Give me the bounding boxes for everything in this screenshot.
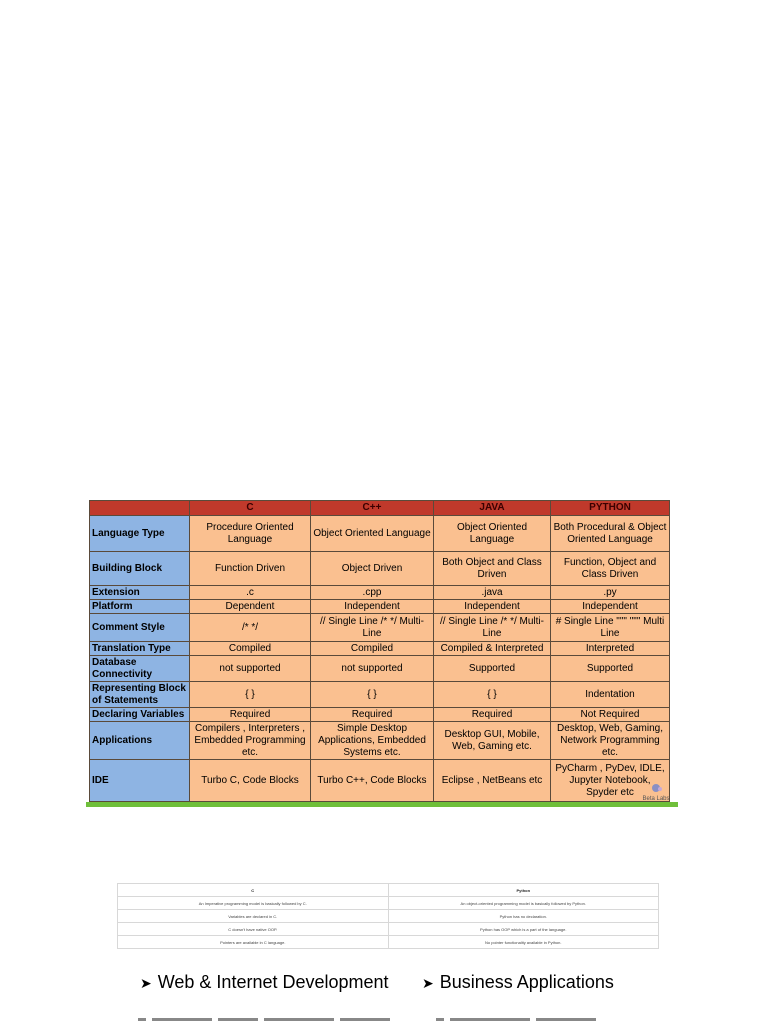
- header-cpp: C++: [311, 501, 434, 516]
- table-cell: Function, Object and Class Driven: [551, 552, 670, 586]
- small-table-row: [118, 923, 659, 936]
- table-cell: Compiled: [190, 642, 311, 656]
- small-header-c: C: [118, 884, 389, 897]
- small-header-python: Python: [388, 884, 659, 897]
- row-label: Translation Type: [90, 642, 190, 656]
- table-cell: Eclipse , NetBeans etc: [434, 760, 551, 802]
- table-cell: { }: [190, 682, 311, 708]
- table-header-row: [90, 501, 670, 516]
- small-cell-c: C doesn't have native OOP.: [118, 923, 389, 936]
- table-cell: Turbo C++, Code Blocks: [311, 760, 434, 802]
- table-cell: // Single Line /* */ Multi-Line: [434, 614, 551, 642]
- table-row: [90, 656, 670, 682]
- table-cell: Object Oriented Language: [434, 516, 551, 552]
- cut-off-text-line: [138, 1018, 658, 1024]
- small-cell-c: Pointers are available in C language.: [118, 936, 389, 949]
- small-cell-python: Python has OOP which is a part of the language.: [388, 923, 659, 936]
- table-cell: .cpp: [311, 586, 434, 600]
- table-cell: Function Driven: [190, 552, 311, 586]
- watermark-text: Beta Labs: [642, 796, 670, 802]
- table-cell: Indentation: [551, 682, 670, 708]
- table-cell: Object Oriented Language: [311, 516, 434, 552]
- arrow-bullet-icon: ➤: [422, 975, 434, 991]
- logo-icon: [646, 783, 666, 793]
- table-cell: Simple Desktop Applications, Embedded Systems etc.: [311, 722, 434, 760]
- small-cell-c: Variables are declared in C.: [118, 910, 389, 923]
- table-row: [90, 682, 670, 708]
- table-cell: { }: [434, 682, 551, 708]
- table-row: [90, 722, 670, 760]
- table-cell: Compilers , Interpreters , Embedded Programming etc.: [190, 722, 311, 760]
- table-cell: Procedure Oriented Language: [190, 516, 311, 552]
- table-cell: .py: [551, 586, 670, 600]
- row-label: Applications: [90, 722, 190, 760]
- table-cell: not supported: [190, 656, 311, 682]
- table-cell: /* */: [190, 614, 311, 642]
- table-row: [90, 614, 670, 642]
- arrow-bullet-icon: ➤: [140, 975, 152, 991]
- table-cell: Required: [311, 708, 434, 722]
- header-corner: [90, 501, 190, 516]
- bullet-item: [140, 972, 389, 993]
- table-cell: Independent: [311, 600, 434, 614]
- table-cell: Required: [434, 708, 551, 722]
- row-label: IDE: [90, 760, 190, 802]
- table-cell: Dependent: [190, 600, 311, 614]
- row-label: Declaring Variables: [90, 708, 190, 722]
- row-label: Comment Style: [90, 614, 190, 642]
- language-comparison-table: [89, 500, 670, 802]
- table-cell: not supported: [311, 656, 434, 682]
- green-divider-bar: [86, 802, 678, 807]
- bullet-text: Business Applications: [439, 972, 614, 992]
- table-cell: Supported: [434, 656, 551, 682]
- small-table-row: [118, 936, 659, 949]
- small-table-header-row: [118, 884, 659, 897]
- row-label: Language Type: [90, 516, 190, 552]
- table-row: [90, 708, 670, 722]
- table-cell: Compiled & Interpreted: [434, 642, 551, 656]
- table-cell: Interpreted: [551, 642, 670, 656]
- small-cell-python: No pointer functionality available in Python.: [388, 936, 659, 949]
- comparison-table-image: [89, 500, 678, 807]
- table-cell: Object Driven: [311, 552, 434, 586]
- table-cell: Not Required: [551, 708, 670, 722]
- header-python: PYTHON: [551, 501, 670, 516]
- row-label: Platform: [90, 600, 190, 614]
- table-row: [90, 760, 670, 802]
- table-row: [90, 600, 670, 614]
- header-c: C: [190, 501, 311, 516]
- table-cell: Required: [190, 708, 311, 722]
- table-cell: Both Procedural & Object Oriented Language: [551, 516, 670, 552]
- row-label: Extension: [90, 586, 190, 600]
- table-row: [90, 516, 670, 552]
- row-label: Building Block: [90, 552, 190, 586]
- bullet-text: Web & Internet Development: [157, 972, 389, 992]
- table-row: [90, 586, 670, 600]
- table-cell: Independent: [551, 600, 670, 614]
- c-vs-python-table: [117, 883, 659, 949]
- small-table-row: [118, 897, 659, 910]
- table-cell: Independent: [434, 600, 551, 614]
- table-cell: { }: [311, 682, 434, 708]
- table-cell: Both Object and Class Driven: [434, 552, 551, 586]
- table-row: [90, 642, 670, 656]
- table-cell: .c: [190, 586, 311, 600]
- table-cell: Desktop, Web, Gaming, Network Programming etc.: [551, 722, 670, 760]
- table-cell: .java: [434, 586, 551, 600]
- small-cell-c: An Imperative programming model is basically followed by C.: [118, 897, 389, 910]
- small-table-row: [118, 910, 659, 923]
- table-cell: Desktop GUI, Mobile, Web, Gaming etc.: [434, 722, 551, 760]
- table-row: [90, 552, 670, 586]
- watermark-logo: [638, 783, 674, 803]
- table-cell: Compiled: [311, 642, 434, 656]
- row-label: Database Connectivity: [90, 656, 190, 682]
- bullet-line: [140, 972, 660, 998]
- small-cell-python: An object-oriented programming model is basically followed by Python.: [388, 897, 659, 910]
- table-cell: Turbo C, Code Blocks: [190, 760, 311, 802]
- header-java: JAVA: [434, 501, 551, 516]
- row-label: Representing Block of Statements: [90, 682, 190, 708]
- small-comparison-table-image: [117, 883, 659, 945]
- small-cell-python: Python has no declaration.: [388, 910, 659, 923]
- table-cell: # Single Line """ """ Multi Line: [551, 614, 670, 642]
- table-cell: PyCharm , PyDev, IDLE, Jupyter Notebook, Spyder etc: [551, 760, 670, 802]
- table-cell: Supported: [551, 656, 670, 682]
- table-cell: // Single Line /* */ Multi-Line: [311, 614, 434, 642]
- bullet-item: [422, 972, 614, 993]
